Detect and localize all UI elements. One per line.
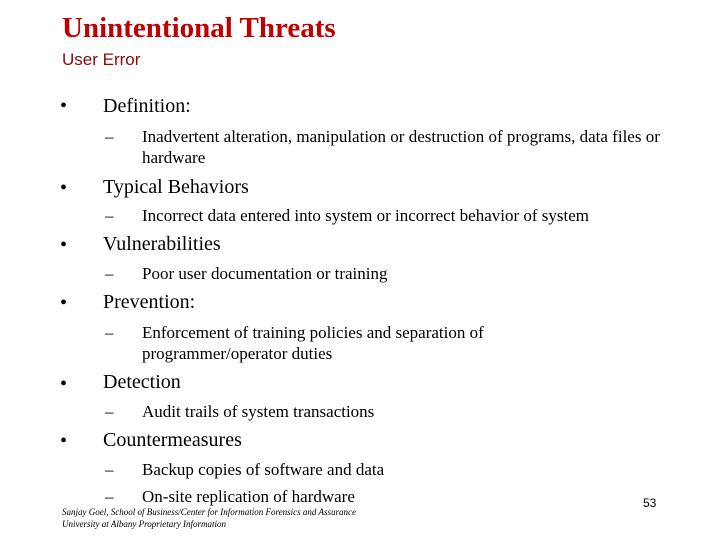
sub-bullet-marker: – [105, 460, 114, 479]
sub-bullet-countermeasures-backup: Backup copies of software and data [142, 460, 385, 479]
bullet-marker: • [60, 234, 68, 256]
bullet-typical-behaviors: Typical Behaviors [103, 176, 249, 198]
bullet-definition: Definition: [103, 95, 191, 117]
bullet-prevention: Prevention: [103, 291, 196, 313]
footer-line-2: University at Albany Proprietary Information [62, 519, 226, 529]
sub-bullet-typical-behaviors: Incorrect data entered into system or incorrect behavior of system [142, 206, 590, 225]
bullet-marker: • [60, 95, 68, 117]
slide-title: Unintentional Threats [62, 12, 336, 44]
footer [62, 506, 356, 530]
sub-bullet-vulnerabilities: Poor user documentation or training [142, 264, 388, 283]
bullet-countermeasures: Countermeasures [103, 429, 242, 451]
sub-bullet-definition: Inadvertent alteration, manipulation or destruction of programs, data files or hardware [142, 127, 660, 167]
sub-bullet-marker: – [105, 127, 114, 146]
bullet-marker: • [60, 292, 68, 314]
page-number: 53 [643, 496, 657, 510]
sub-bullet-marker: – [105, 264, 114, 283]
footer-line-1: Sanjay Goel, School of Business/Center for Information Forensics and Assurance [62, 507, 356, 517]
bullet-marker: • [60, 373, 68, 395]
sub-bullet-marker: – [105, 402, 114, 421]
sub-bullet-prevention: Enforcement of training policies and separation of programmer/operator duties [142, 323, 484, 363]
bullet-marker: • [60, 177, 68, 199]
bullet-detection: Detection [103, 371, 181, 393]
sub-bullet-marker: – [105, 206, 114, 225]
bullet-vulnerabilities: Vulnerabilities [103, 233, 221, 255]
sub-bullet-marker: – [105, 323, 114, 342]
sub-bullet-detection: Audit trails of system transactions [142, 402, 375, 421]
slide-subtitle: User Error [62, 50, 141, 69]
sub-bullet-marker: – [105, 487, 114, 506]
sub-bullet-countermeasures-replication: On-site replication of hardware [142, 487, 355, 506]
bullet-marker: • [60, 430, 68, 452]
